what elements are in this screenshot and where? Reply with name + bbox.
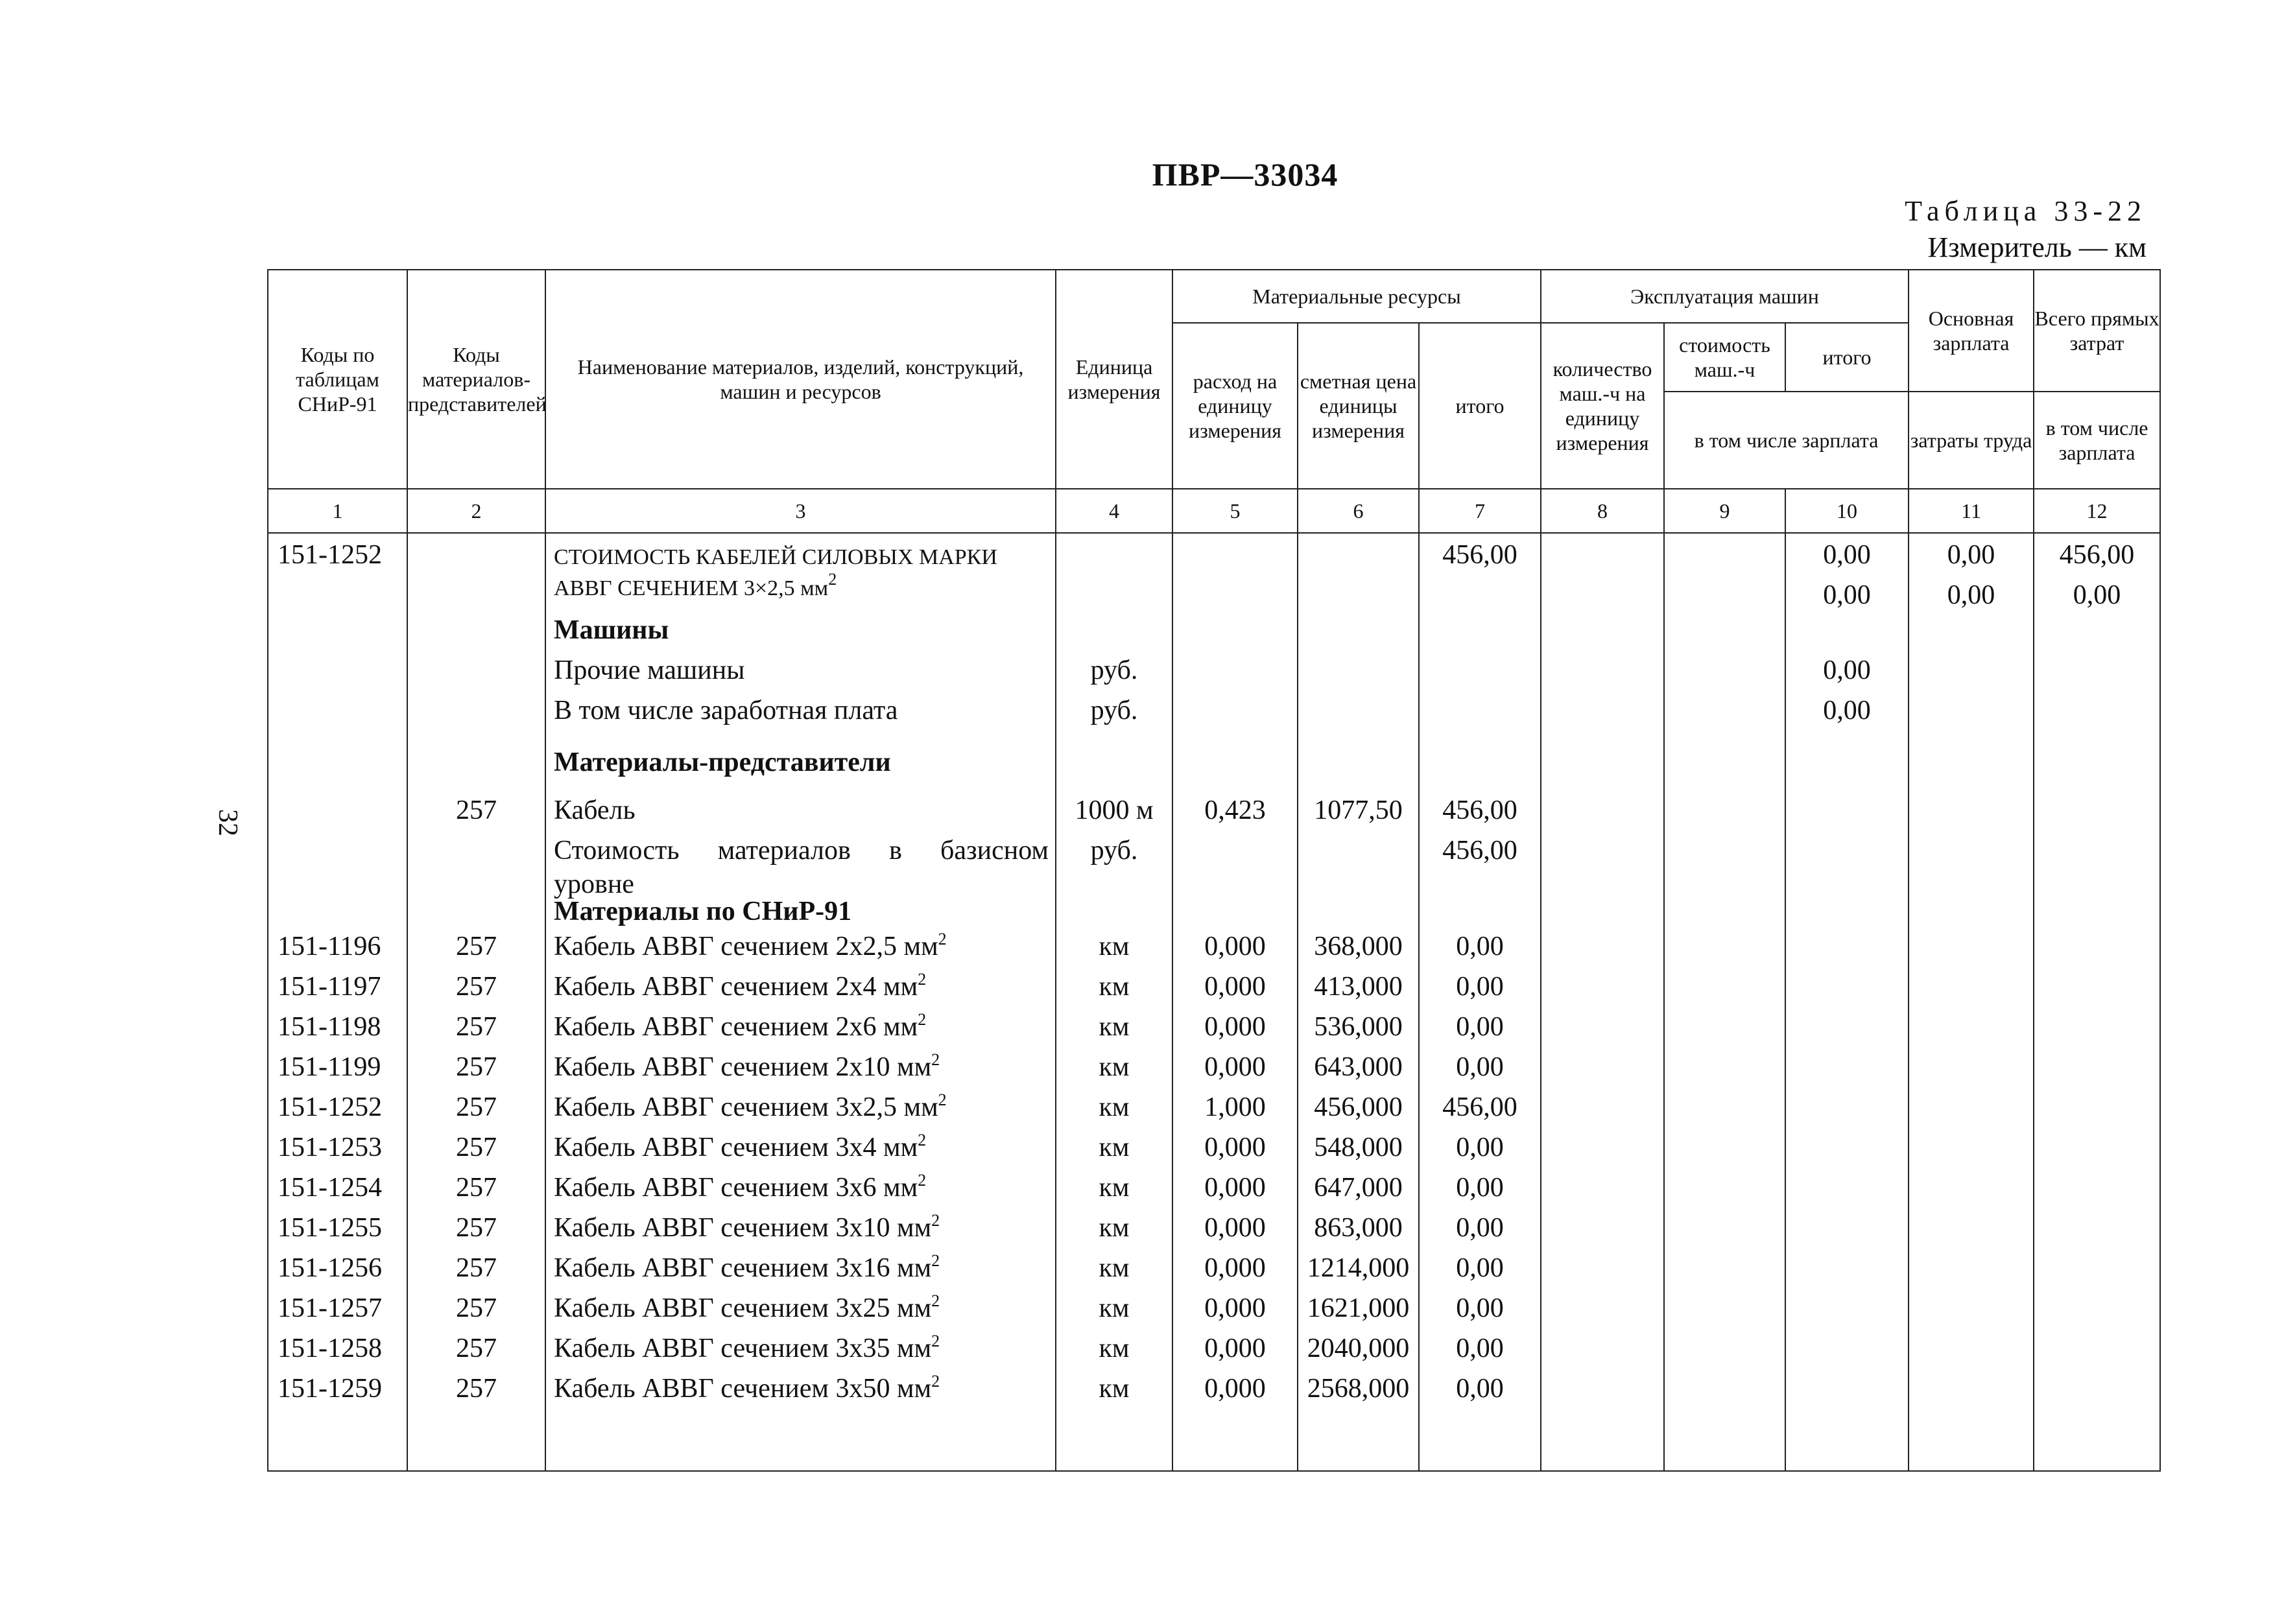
table-cell: Кабель АВВГ сечением 3х35 мм xyxy=(554,1334,932,1363)
table-cell: 257 xyxy=(456,932,497,961)
table-cell: 151-1252 xyxy=(278,1092,382,1122)
col-number: 7 xyxy=(1419,489,1541,533)
table-cell: 151-1199 xyxy=(278,1052,381,1082)
table-cell: 0,00 xyxy=(1456,1052,1504,1082)
table-cell: км xyxy=(1099,1213,1130,1243)
table-cell: 151-1259 xyxy=(278,1374,382,1404)
col-number: 6 xyxy=(1298,489,1419,533)
header-col8: количество маш.-ч на единицу измерения xyxy=(1541,323,1664,489)
table-cell: 151-1258 xyxy=(278,1334,382,1363)
machine-hours-column xyxy=(1541,533,1664,1471)
header-col6: сметная цена единицы измерения xyxy=(1298,323,1419,489)
list-item xyxy=(546,1334,1055,1363)
table-cell: 257 xyxy=(456,1213,497,1243)
summary-name-line2 xyxy=(546,570,1055,604)
table-cell: Кабель АВВГ сечением 3х4 мм xyxy=(554,1133,918,1162)
table-cell: 863,000 xyxy=(1314,1213,1403,1243)
table-cell: 0,000 xyxy=(1204,1173,1266,1203)
table-cell: 456,00 xyxy=(2059,540,2135,570)
price-column xyxy=(1298,533,1419,1471)
table-cell: 257 xyxy=(456,795,497,825)
total-column xyxy=(1419,533,1541,1471)
summary-name-line1: СТОИМОСТЬ КАБЕЛЕЙ СИЛОВЫХ МАРКИ xyxy=(554,545,997,569)
table-cell: 0,00 xyxy=(1456,932,1504,961)
table-cell: Кабель АВВГ сечением 3х6 мм xyxy=(554,1173,918,1203)
table-cell: 0,00 xyxy=(1456,1213,1504,1243)
list-item xyxy=(546,972,1055,1002)
table-body xyxy=(268,533,2160,1471)
table-cell: км xyxy=(1099,932,1130,961)
table-cell: км xyxy=(1099,1293,1130,1323)
table-cell: 0,00 xyxy=(1456,972,1504,1002)
table-cell: 2 xyxy=(918,1010,927,1029)
table-cell: км xyxy=(1099,1133,1130,1162)
table-cell: 0,423 xyxy=(1204,795,1266,825)
list-item xyxy=(546,1012,1055,1042)
table-cell: км xyxy=(1099,1012,1130,1042)
header-col11-top: Основная зарплата xyxy=(1909,270,2034,392)
table-cell: 456,00 xyxy=(1442,1092,1517,1122)
table-cell: 0,00 xyxy=(1947,540,1995,570)
cost-table xyxy=(267,269,2161,1472)
header-col1: Коды по таблицам СНиР-91 xyxy=(268,270,407,489)
representatives-heading: Материалы-представители xyxy=(554,747,891,777)
table-cell: 643,000 xyxy=(1314,1052,1403,1082)
table-cell: 0,00 xyxy=(1456,1374,1504,1404)
table-cell: материалов xyxy=(717,836,851,865)
table-cell: 0,00 xyxy=(1823,540,1871,570)
table-cell: 257 xyxy=(456,972,497,1002)
table-cell: 151-1197 xyxy=(278,972,381,1002)
list-item xyxy=(546,1133,1055,1162)
summary-code: 151-1252 xyxy=(278,540,382,570)
machines-salary-label: В том числе заработная плата xyxy=(554,696,898,725)
machine-hour-cost-column xyxy=(1664,533,1785,1471)
direct-costs-column xyxy=(2034,533,2160,1471)
base-cost-label-line1 xyxy=(546,836,1055,865)
col-number: 9 xyxy=(1664,489,1785,533)
snir-heading: Материалы по СНиР-91 xyxy=(554,897,852,926)
table-cell: 151-1198 xyxy=(278,1012,381,1042)
table-cell: базисном xyxy=(940,836,1049,865)
table-cell: 151-1196 xyxy=(278,932,381,961)
table-cell: 0,000 xyxy=(1204,1293,1266,1323)
table-cell: 0,000 xyxy=(1204,1213,1266,1243)
other-machines-label: Прочие машины xyxy=(554,655,745,685)
table-cell: Стоимость xyxy=(554,836,680,865)
table-cell: 257 xyxy=(456,1052,497,1082)
table-cell: руб. xyxy=(1090,836,1138,865)
table-cell: 0,000 xyxy=(1204,1374,1266,1404)
table-cell: руб. xyxy=(1090,655,1138,685)
table-cell: 2 xyxy=(931,1211,940,1230)
codes-column xyxy=(268,533,407,1471)
measure-unit: Измеритель — км xyxy=(1927,231,2147,263)
header-col9-10-sub: в том числе зарплата xyxy=(1664,392,1909,489)
table-number: Таблица 33-22 xyxy=(1905,195,2147,227)
table-cell: 2 xyxy=(918,1131,927,1149)
list-item xyxy=(546,1374,1055,1404)
table-cell: 0,000 xyxy=(1204,1133,1266,1162)
table-cell: Кабель АВВГ сечением 2х2,5 мм xyxy=(554,932,938,961)
names-column xyxy=(545,533,1056,1471)
list-item xyxy=(546,1052,1055,1082)
table-cell: 257 xyxy=(456,1092,497,1122)
table-cell: 151-1257 xyxy=(278,1293,382,1323)
table-cell: 2 xyxy=(938,930,947,948)
table-cell: 1621,000 xyxy=(1307,1293,1410,1323)
table-cell: 257 xyxy=(456,1133,497,1162)
header-col12-top: Всего прямых затрат xyxy=(2034,270,2160,392)
header-col10: итого xyxy=(1785,323,1909,392)
table-cell: 2 xyxy=(931,1372,940,1391)
table-cell: км xyxy=(1099,1334,1130,1363)
column-numbers-row xyxy=(268,489,2160,533)
table-cell: 151-1254 xyxy=(278,1173,382,1203)
table-cell: 2 xyxy=(918,1171,927,1190)
table-cell: 0,000 xyxy=(1204,972,1266,1002)
table-cell: 456,00 xyxy=(1442,795,1517,825)
table-cell: 1077,50 xyxy=(1314,795,1403,825)
table-cell: 257 xyxy=(456,1012,497,1042)
table-cell: 0,000 xyxy=(1204,1052,1266,1082)
table-cell: 0,000 xyxy=(1204,932,1266,961)
table-cell: 0,00 xyxy=(1456,1133,1504,1162)
col-number: 8 xyxy=(1541,489,1664,533)
table-cell: 0,000 xyxy=(1204,1012,1266,1042)
table-cell: 456,00 xyxy=(1442,540,1517,570)
machines-heading: Машины xyxy=(554,615,669,645)
table-cell: км xyxy=(1099,1092,1130,1122)
header-col9: стоимость маш.-ч xyxy=(1664,323,1785,392)
table-cell: 0,00 xyxy=(1947,580,1995,610)
table-cell: 257 xyxy=(456,1334,497,1363)
page-number: 32 xyxy=(213,809,243,836)
col-number: 1 xyxy=(268,489,407,533)
col-number: 2 xyxy=(407,489,545,533)
list-item xyxy=(546,1092,1055,1122)
table-cell: 0,00 xyxy=(1456,1334,1504,1363)
table-cell: 0,000 xyxy=(1204,1253,1266,1283)
document-title: ПВР—33034 xyxy=(1152,156,1338,193)
table-cell: Кабель АВВГ сечением 2х4 мм xyxy=(554,972,918,1002)
table-cell: 0,00 xyxy=(1456,1012,1504,1042)
table-cell: 2 xyxy=(931,1332,940,1350)
cable-label: Кабель xyxy=(554,795,636,825)
header-group-materials: Материальные ресурсы xyxy=(1172,270,1541,323)
base-cost-label-line2: уровне xyxy=(554,869,634,899)
table-cell: 1214,000 xyxy=(1307,1253,1410,1283)
table-cell: 257 xyxy=(456,1293,497,1323)
header-group-machines: Эксплуатация машин xyxy=(1541,270,1909,323)
col-number: 10 xyxy=(1785,489,1909,533)
units-column xyxy=(1056,533,1172,1471)
col-number: 4 xyxy=(1056,489,1172,533)
header-col12-bottom: в том числе зарплата xyxy=(2034,392,2160,489)
rate-column xyxy=(1172,533,1298,1471)
header-col11-bottom: затраты труда xyxy=(1909,392,2034,489)
table-cell: АВВГ СЕЧЕНИЕМ 3×2,5 мм xyxy=(554,576,829,600)
header-col4: Единица измерения xyxy=(1056,270,1172,489)
table-cell: 456,00 xyxy=(1442,836,1517,865)
table-cell: 2 xyxy=(931,1050,940,1069)
table-cell: 647,000 xyxy=(1314,1173,1403,1203)
header-col5: расход на единицу измерения xyxy=(1172,323,1298,489)
table-cell: 0,00 xyxy=(1456,1253,1504,1283)
table-cell: км xyxy=(1099,1173,1130,1203)
list-item xyxy=(546,1213,1055,1243)
table-cell: 151-1255 xyxy=(278,1213,382,1243)
table-cell: 0,00 xyxy=(1823,580,1871,610)
table-cell: Кабель АВВГ сечением 3х50 мм xyxy=(554,1374,932,1404)
col-number: 3 xyxy=(545,489,1056,533)
col-number: 5 xyxy=(1172,489,1298,533)
table-cell: 1,000 xyxy=(1204,1092,1266,1122)
table-cell: 413,000 xyxy=(1314,972,1403,1002)
rep-codes-column xyxy=(407,533,545,1471)
table-cell: 548,000 xyxy=(1314,1133,1403,1162)
table-cell: 151-1253 xyxy=(278,1133,382,1162)
table-cell: Кабель АВВГ сечением 3х25 мм xyxy=(554,1293,932,1323)
machines-total-column xyxy=(1785,533,1909,1471)
table-cell: 2 xyxy=(938,1090,947,1109)
header-col7: итого xyxy=(1419,323,1541,489)
table-cell: 0,00 xyxy=(2073,580,2121,610)
table-cell: руб. xyxy=(1090,696,1138,725)
table-cell: Кабель АВВГ сечением 2х10 мм xyxy=(554,1052,932,1082)
table-cell: 456,000 xyxy=(1314,1092,1403,1122)
col-number: 11 xyxy=(1909,489,2034,533)
list-item xyxy=(546,1293,1055,1323)
table-cell: 0,00 xyxy=(1823,696,1871,725)
table-cell: 0,00 xyxy=(1456,1293,1504,1323)
header-col2: Коды материалов-представителей xyxy=(407,270,545,489)
table-cell: 257 xyxy=(456,1253,497,1283)
table-cell: 0,00 xyxy=(1456,1173,1504,1203)
base-salary-column xyxy=(1909,533,2034,1471)
header-col3: Наименование материалов, изделий, конструкций, машин и ресурсов xyxy=(545,270,1056,489)
table-cell: Кабель АВВГ сечением 3х10 мм xyxy=(554,1213,932,1243)
table-cell: 0,000 xyxy=(1204,1334,1266,1363)
table-cell: км xyxy=(1099,1253,1130,1283)
table-cell: 257 xyxy=(456,1173,497,1203)
table-cell: 368,000 xyxy=(1314,932,1403,961)
list-item xyxy=(546,1253,1055,1283)
table-label-block xyxy=(1905,193,2147,266)
table-cell: 151-1256 xyxy=(278,1253,382,1283)
table-cell: 2 xyxy=(828,570,837,589)
list-item xyxy=(546,1173,1055,1203)
table-cell: Кабель АВВГ сечением 3х16 мм xyxy=(554,1253,932,1283)
table-cell: 2568,000 xyxy=(1307,1374,1410,1404)
table-cell: 257 xyxy=(456,1374,497,1404)
table-cell: Кабель АВВГ сечением 2х6 мм xyxy=(554,1012,918,1042)
table-cell: 1000 м xyxy=(1075,795,1154,825)
table-cell: км xyxy=(1099,1052,1130,1082)
table-cell: 2 xyxy=(931,1251,940,1270)
table-cell: 536,000 xyxy=(1314,1012,1403,1042)
table-cell: 2040,000 xyxy=(1307,1334,1410,1363)
col-number: 12 xyxy=(2034,489,2160,533)
table-cell: 2 xyxy=(918,970,927,989)
table-cell: 0,00 xyxy=(1823,655,1871,685)
table-cell: 2 xyxy=(931,1291,940,1310)
table-cell: км xyxy=(1099,1374,1130,1404)
list-item xyxy=(546,932,1055,961)
table-cell: Кабель АВВГ сечением 3х2,5 мм xyxy=(554,1092,938,1122)
table-cell: в xyxy=(888,836,902,865)
table-cell: км xyxy=(1099,972,1130,1002)
